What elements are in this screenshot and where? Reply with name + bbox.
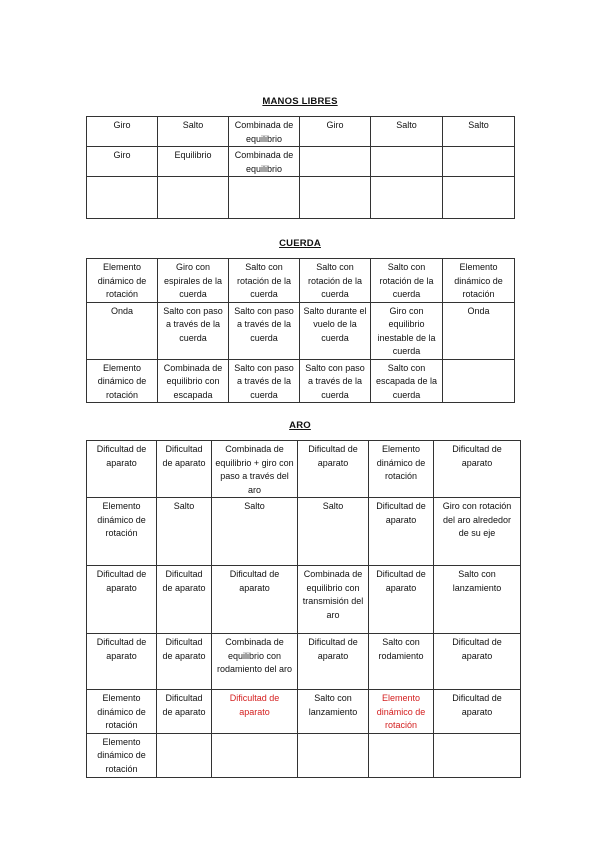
table-cell: Elemento dinámico de rotación: [369, 690, 434, 734]
table-row: [87, 147, 515, 177]
table-cell: Dificultad de aparato: [157, 441, 212, 498]
table-cell: Salto con paso a través de la cuerda: [229, 359, 300, 403]
table-cell: [300, 147, 371, 177]
table-cell: Dificultad de aparato: [298, 441, 369, 498]
table-row: [87, 177, 515, 219]
table-cell: Salto: [212, 498, 298, 566]
table-cell: Combinada de equilibrio: [229, 147, 300, 177]
table-cell: [298, 733, 369, 777]
table-cell: Salto con paso a través de la cuerda: [229, 302, 300, 359]
table-cell: Combinada de equilibrio + giro con paso a través del aro: [212, 441, 298, 498]
table-cell: Salto con paso a través de la cuerda: [300, 359, 371, 403]
table-cell: Salto con escapada de la cuerda: [371, 359, 443, 403]
table-row: [87, 498, 521, 566]
table-cell: Dificultad de aparato: [434, 441, 521, 498]
table-cell: Combinada de equilibrio con escapada: [158, 359, 229, 403]
table-cell: Salto con rotación de la cuerda: [229, 259, 300, 303]
table-cell: [434, 733, 521, 777]
table-cell: Giro con equilibrio inestable de la cuerda: [371, 302, 443, 359]
table-cell: Giro: [300, 117, 371, 147]
table-aro: [86, 440, 521, 778]
table-cell: Salto con rotación de la cuerda: [371, 259, 443, 303]
table-row: [87, 566, 521, 634]
table-cell: Dificultad de aparato: [434, 690, 521, 734]
section-title-aro: ARO: [289, 420, 311, 431]
table-row: [87, 634, 521, 690]
table-cell: Dificultad de aparato: [157, 634, 212, 690]
table-cell: Onda: [443, 302, 515, 359]
table-cell: Giro con rotación del aro alrededor de su eje: [434, 498, 521, 566]
table-cell: Salto con rotación de la cuerda: [300, 259, 371, 303]
table-cell: Dificultad de aparato: [212, 690, 298, 734]
table-cell: Dificultad de aparato: [157, 690, 212, 734]
table-cell: Dificultad de aparato: [434, 634, 521, 690]
table-cell: [229, 177, 300, 219]
table-manos-libres: [86, 116, 515, 219]
table-cell: Salto: [158, 117, 229, 147]
table-cell: [212, 733, 298, 777]
table-cell: Giro: [87, 117, 158, 147]
table-row: [87, 733, 521, 777]
table-cell: Salto con rodamiento: [369, 634, 434, 690]
table-cell: [371, 177, 443, 219]
table-cell: [158, 177, 229, 219]
table-cell: [87, 177, 158, 219]
table-cell: Salto: [298, 498, 369, 566]
table-cell: [157, 733, 212, 777]
table-cell: [443, 147, 515, 177]
table-cell: Salto con paso a través de la cuerda: [158, 302, 229, 359]
table-cell: Dificultad de aparato: [157, 566, 212, 634]
table-cell: Combinada de equilibrio con rodamiento del aro: [212, 634, 298, 690]
table-cell: Dificultad de aparato: [87, 634, 157, 690]
table-cell: Elemento dinámico de rotación: [87, 359, 158, 403]
table-cuerda: [86, 258, 515, 403]
table-cell: Salto con lanzamiento: [434, 566, 521, 634]
section-title-cuerda: CUERDA: [279, 238, 321, 249]
table-cell: Dificultad de aparato: [212, 566, 298, 634]
table-cell: Onda: [87, 302, 158, 359]
table-cell: [369, 733, 434, 777]
table-cell: Giro con espirales de la cuerda: [158, 259, 229, 303]
table-cell: Dificultad de aparato: [369, 566, 434, 634]
table-cell: Salto durante el vuelo de la cuerda: [300, 302, 371, 359]
table-cell: Salto: [157, 498, 212, 566]
table-cell: Elemento dinámico de rotación: [87, 259, 158, 303]
table-cell: Elemento dinámico de rotación: [87, 690, 157, 734]
table-cell: [443, 359, 515, 403]
table-cell: Equilibrio: [158, 147, 229, 177]
table-cell: Dificultad de aparato: [298, 634, 369, 690]
table-cell: Elemento dinámico de rotación: [87, 498, 157, 566]
table-row: [87, 117, 515, 147]
table-row: [87, 259, 515, 303]
table-cell: Dificultad de aparato: [369, 498, 434, 566]
table-cell: [371, 147, 443, 177]
table-row: [87, 302, 515, 359]
table-cell: Salto: [443, 117, 515, 147]
table-row: [87, 690, 521, 734]
table-cell: [443, 177, 515, 219]
table-row: [87, 359, 515, 403]
table-cell: Elemento dinámico de rotación: [369, 441, 434, 498]
table-cell: Salto: [371, 117, 443, 147]
section-title-manos-libres: MANOS LIBRES: [262, 96, 338, 107]
table-cell: Salto con lanzamiento: [298, 690, 369, 734]
table-cell: Dificultad de aparato: [87, 566, 157, 634]
table-cell: [300, 177, 371, 219]
table-cell: Elemento dinámico de rotación: [443, 259, 515, 303]
table-row: [87, 441, 521, 498]
table-cell: Giro: [87, 147, 158, 177]
table-cell: Dificultad de aparato: [87, 441, 157, 498]
table-cell: Elemento dinámico de rotación: [87, 733, 157, 777]
table-cell: Combinada de equilibrio: [229, 117, 300, 147]
table-cell: Combinada de equilibrio con transmisión del aro: [298, 566, 369, 634]
